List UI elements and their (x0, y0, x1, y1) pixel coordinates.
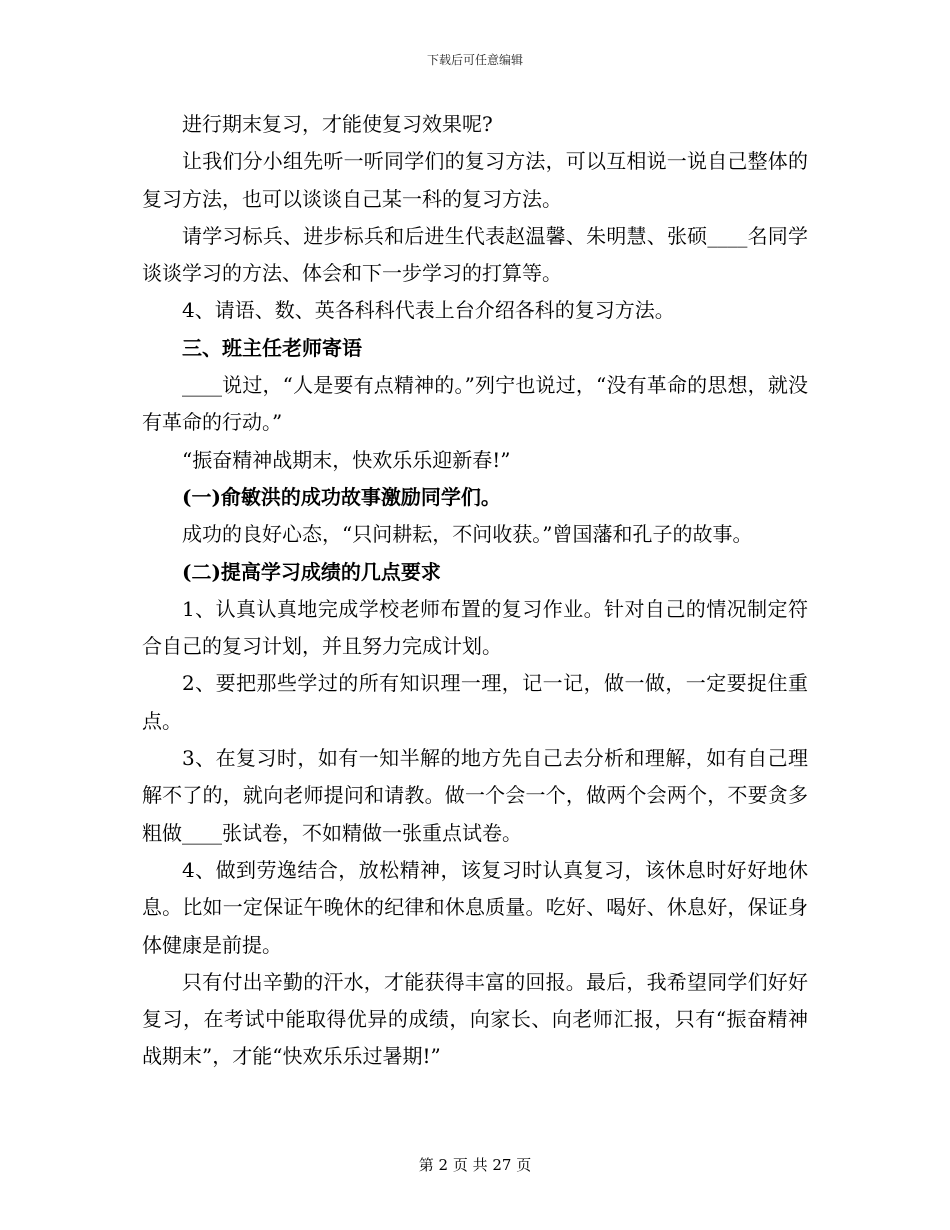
paragraph-6: ____说过，“人是要有点精神的。”列宁也说过，“没有革命的思想，就没有革命的行动。” (142, 373, 808, 435)
paragraph-14: 4、做到劳逸结合，放松精神，该复习时认真复习，该休息时好好地休息。比如一定保证午晚休的纪律和休息质量。吃好、喝好、休息好，保证身体健康是前提。 (142, 857, 808, 957)
paragraph-3: 请学习标兵、进步标兵和后进生代表赵温馨、朱明慧、张硕____名同学谈谈学习的方法、体会和下一步学习的打算等。 (142, 223, 808, 286)
paragraph-12: 2、要把那些学过的所有知识理一理，记一记，做一做，一定要捉住重点。 (142, 671, 808, 733)
subheading-2: (二)提高学习成绩的几点要求 (182, 559, 441, 584)
page-number-footer: 第 2 页 共 27 页 (418, 1156, 532, 1174)
subheading-1: (一)俞敏洪的成功故事激励同学们。 (182, 484, 501, 509)
paragraph-11: 1、认真认真地完成学校老师布置的复习作业。针对自己的情况制定符合自己的复习计划，并且努力完成计划。 (142, 596, 808, 659)
paragraph-7: “振奋精神战期末，快欢乐乐迎新春!” (182, 447, 511, 472)
section-heading-3: 三、班主任老师寄语 (182, 335, 362, 360)
page-header-note: 下载后可任意编辑 (426, 53, 523, 67)
paragraph-1: 进行期末复习，才能使复习效果呢? (182, 112, 493, 136)
paragraph-9: 成功的良好心态，“只问耕耘，不问收获。”曾国藩和孔子的故事。 (182, 522, 753, 547)
paragraph-13: 3、在复习时，如有一知半解的地方先自己去分析和理解，如有自己理解不了的，就向老师提问和请教。做一个会一个，做两个会两个，不要贪多粗做____张试卷，不如精做一张重点试卷。 (142, 746, 808, 845)
document-body (142, 106, 808, 1076)
paragraph-15: 只有付出辛勤的汗水，才能获得丰富的回报。最后，我希望同学们好好复习，在考试中能取得优异的成绩，向家长、向老师汇报，只有“振奋精神战期末”，才能“快欢乐乐过暑期!” (142, 969, 808, 1069)
paragraph-4: 4、请语、数、英各科科代表上台介绍各科的复习方法。 (182, 298, 675, 323)
paragraph-2: 让我们分小组先听一听同学们的复习方法，可以互相说一说自己整体的复习方法，也可以谈谈自己某一科的复习方法。 (142, 149, 808, 211)
